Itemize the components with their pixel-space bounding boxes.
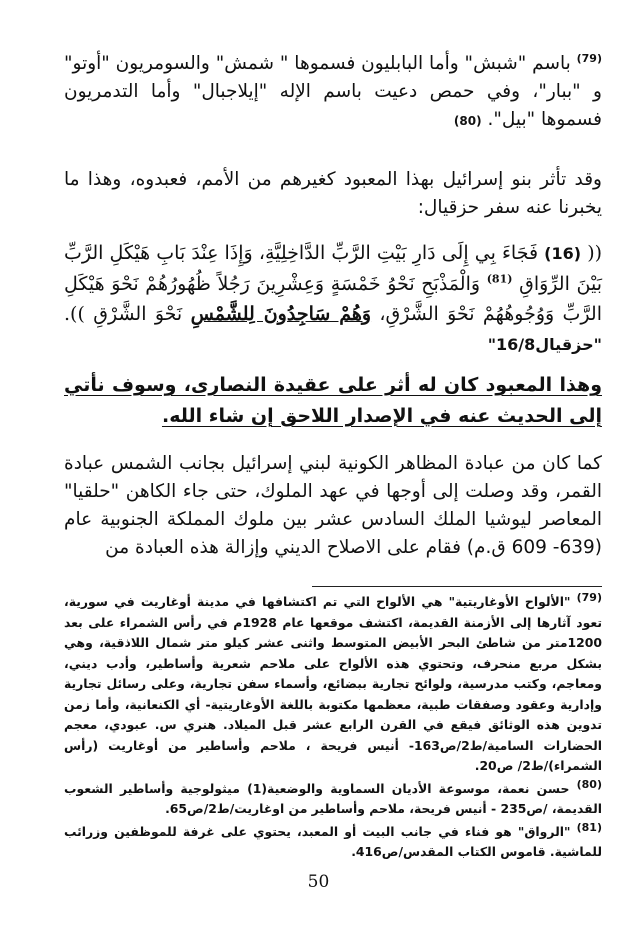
paragraph-israel-worship: [64, 166, 602, 222]
footnote-80: [64, 779, 602, 820]
footnote-mark: (81): [576, 820, 602, 834]
footnote-text: "الألواح الأوغاريتية" هي الألواح التي تم اكتشافها في مدينة أوغاريت في سورية، تعود آثارها إلى الأزمنة القديمة، اكتشف موقعها عام 1928م في رأس الشمراء على بعد 1200متر من شاطئ البحر الأبيض المتوسط واثنى عشر كيلو متر شمال اللاذقية، وهي بشكل مربع منحرف، وتحتوي هذه الألواح على ملاحم شعرية وأساطير، وأدب ديني، ومعاجم، وكتب مدرسية، ولوائح تجارية ببضائع، وأسماء سفن تجارية، وعلى رسائل تجارية وإدارية وعقود وصفقات طبية، معظمها مكتوبة باللغة الأوغاريتية- أي الكنعانية، وأما زمن تدوين هذه الوثائق فيقع في القرن الرابع عشر قبل الميلاد. هنري س. عبودي، معجم الحضارات السامية/ط2/ص163- أنيس فريحة ، ملاحم وأساطير من أوغاريت (رأس الشمراء)/ط2/ ص20.: [64, 594, 602, 773]
quote-open-mark: ((: [587, 242, 603, 264]
footnote-81: [64, 822, 602, 863]
footnote-mark: (79): [576, 590, 602, 604]
footnote-mark: (80): [576, 777, 602, 791]
verse-text-b: وَالْمَذْبَحِ نَحْوُ خَمْسَةٍ وَعِشْرِينَ رَجُلاً ظُهُورُهُمْ نَحْوَ هَيْكَلِ الرَّبِّ وَوُجُوهُهُمْ نَحْوَ الشَّرْقِ،: [64, 273, 602, 325]
heading-text: وهذا المعبود كان له أثر على عقيدة النصارى، وسوف نأتي إلى الحديث عنه في الإصدار اللاحق إن شاء الله.: [64, 374, 602, 427]
paragraph-text: باسم "شبش" وأما البابليون فسموها " شمش" والسومريون "أوتو" و "ببار"، وفي حمص دعيت باسم الإله "إيلاجبال" وأما التدمريون فسموها "بيل".: [64, 53, 602, 130]
footnote-text: "الرواق" هو فناء في جانب البيت أو المعبد، يحتوي على غرفة للموظفين وزرائب للماشية. قاموس الكتاب المقدس/ص416.: [64, 823, 602, 859]
paragraph-text: وقد تأثر بنو إسرائيل بهذا المعبود كغيرهم من الأمم، فعبدوه، وهذا ما يخبرنا عنه سفر حزقيال:: [64, 169, 602, 218]
footnote-ref-80[interactable]: (80): [453, 114, 482, 128]
footnote-text: حسن نعمة، موسوعة الأديان السماوية والوضعية(1) ميثولوجية وأساطير الشعوب القديمة، /ص235 - أنيس فريحة، ملاحم وأساطير من اوغاريت/ط2/ص65.: [64, 780, 602, 816]
quote-close-mark: )).: [64, 303, 85, 325]
verse-text-c: نَحْوَ الشَّرْقِ: [93, 303, 183, 325]
verse-source: "حزقيال16/8": [487, 335, 602, 354]
section-heading: [64, 370, 602, 432]
footnotes: [64, 592, 602, 865]
paragraph-moon-worship: [64, 450, 602, 562]
verse-text-a: فَجَاءَ بِي إِلَى دَارِ بَيْتِ الرَّبِّ الدَّاخِلِيَّةِ، وَإِذَا عِنْدَ بَابِ هَيْكَلِ الرَّبِّ بَيْنَ الرِّوَاقِ: [64, 242, 602, 295]
footnote-79: [64, 592, 602, 777]
quoted-verse: [64, 238, 602, 360]
page-number: 50: [307, 872, 330, 892]
verse-number: (16): [544, 244, 582, 263]
paragraph-text: كما كان من عبادة المظاهر الكونية لبني إسرائيل بجانب الشمس عبادة القمر، وقد وصلت إلى أوجها في عهد الملوك، حتى جاء الكاهن "حلقيا" المعاصر ليوشيا الملك السادس عشر بين ملوك المملكة الجنوبية عام (639- 609 ق.م) فقام على الاصلاح الديني وإزالة هذه العبادة من: [64, 453, 602, 558]
paragraph-sun-names: [64, 50, 602, 135]
footnote-separator: [312, 586, 602, 587]
verse-underlined: وَهُمْ سَاجِدُونَ لِلشَّمْسِ: [190, 303, 372, 325]
footnote-ref-81[interactable]: (81): [486, 272, 513, 286]
footnote-ref-79[interactable]: (79): [576, 51, 602, 65]
